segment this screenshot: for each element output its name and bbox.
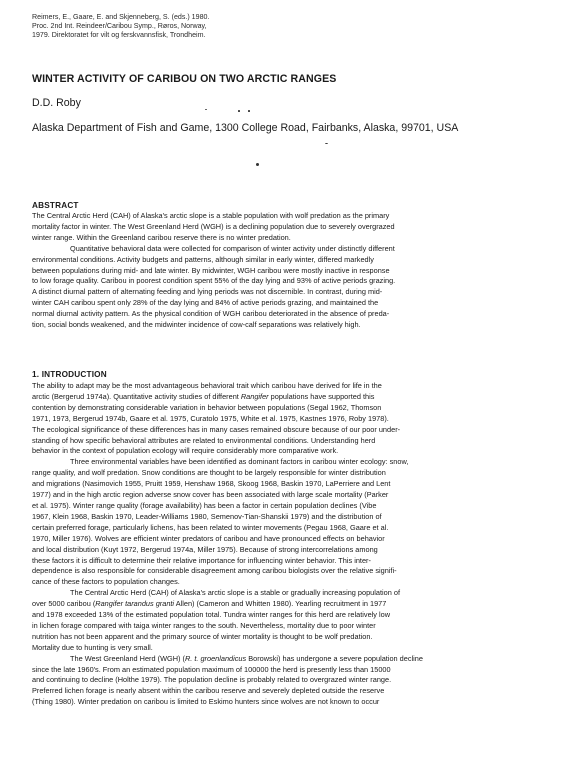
text-line: Preferred lichen forage is nearly absent within the caribou reserve and severely depleted outside the reserve <box>32 686 385 696</box>
citation-line: Proc. 2nd Int. Reindeer/Caribou Symp., Røros, Norway, <box>32 22 207 31</box>
text-line: between populations during mid- and late winter. By midwinter, WGH caribou were mostly inactive in response <box>32 265 390 275</box>
text-line <box>32 599 535 610</box>
text-run: arctic (Bergerud 1974a). Quantitative activity studies of different <box>32 391 241 401</box>
text-line: nutrition has not been apparent and the primary source of winter mortality is thought to be wolf predation. <box>32 631 373 641</box>
text-line: winter range. Within the Greenland caribou reserve there is no winter predation. <box>32 232 291 242</box>
text-line: cance of these factors to population changes. <box>32 577 180 587</box>
text-line: tion, social bonds weakened, and the midwinter incidence of cow-calf separations was relatively high. <box>32 320 361 330</box>
paper-title: WINTER ACTIVITY OF CARIBOU ON TWO ARCTIC RANGES <box>32 73 337 85</box>
abstract-body <box>32 211 535 331</box>
text-line: 1970, Miller 1976). Wolves are efficient winter predators of caribou and have pronounced effects on behavior <box>32 533 385 543</box>
text-line: to low forage quality. Caribou in poorest condition spent 55% of the day lying and 93% of active periods grazing. <box>32 276 396 286</box>
text-run: Borowski) has undergone a severe population decline <box>246 653 423 663</box>
text-line: in lichen forage compared with taiga winter ranges to the south. Nevertheless, mortality due to poor winter <box>32 620 376 630</box>
text-run: populations have supported this <box>268 391 375 401</box>
scan-speck <box>325 143 328 144</box>
citation-line: Reimers, E., Gaare, E. and Skjenneberg, S. (eds.) 1980. <box>32 13 210 21</box>
text-line: The ability to adapt may be the most advantageous behavioral trait which caribou have derived for life in the <box>32 381 382 390</box>
author-name: D.D. Roby <box>32 97 81 109</box>
text-line: winter CAH caribou spent only 28% of the day lying and 84% of active periods grazing, and maintained the <box>32 298 379 308</box>
text-line <box>32 392 535 403</box>
text-line: Quantitative behavioral data were collected for comparison of winter activity under distinctly different <box>70 243 395 253</box>
text-line: The Central Arctic Herd (CAH) of Alaska's arctic slope is a stable population with wolf predation as the primary <box>32 211 390 220</box>
text-line: (Thing 1980). Winter predation on caribou is limited to Eskimo hunters since wolves are not known to occur <box>32 697 380 707</box>
text-line <box>32 654 535 665</box>
text-line: behavior in the context of population ecology will require considerably more comparative work. <box>32 446 339 456</box>
intro-paragraph <box>32 588 535 653</box>
text-line: these factors it is difficult to determine their relative importance for influencing winter behavior. This inter- <box>32 555 371 565</box>
text-line: 1977) and in the high arctic region adverse snow cover has been associated with large scale mortality (Parker <box>32 490 389 500</box>
introduction-heading: 1. INTRODUCTION <box>32 370 107 379</box>
text-line: standing of how specific behavioral attributes are related to environmental conditions. Understanding herd <box>32 435 376 445</box>
intro-paragraph <box>32 457 535 588</box>
scan-speck <box>248 110 250 112</box>
abstract-paragraph <box>32 211 535 244</box>
text-line: et al. 1975). Winter range quality (forage availability) has been a factor in certain population declines (Vibe <box>32 500 377 510</box>
text-line: certain preferred forage, particularly lichens, has been related to winter movements (Pegau 1968, Gaare et al. <box>32 522 389 532</box>
intro-paragraph <box>32 381 535 457</box>
text-line: Mortality due to hunting is very small. <box>32 642 153 652</box>
text-line: normal diurnal activity pattern. As the physical condition of WGH caribou deteriorated in the absence of preda- <box>32 309 390 319</box>
text-line: and local distribution (Kuyt 1972, Bergerud 1974a, Miller 1975). Because of strong intercorrelations among <box>32 544 378 554</box>
scan-speck <box>256 163 259 166</box>
citation-block <box>32 13 452 41</box>
text-line: The Central Arctic Herd (CAH) of Alaska's arctic slope is a stable or gradually increasing population of <box>70 588 400 598</box>
scan-speck <box>205 109 207 110</box>
text-run: over 5000 caribou ( <box>32 599 96 609</box>
text-line: The ecological significance of these differences has in many cases remained obscure because of our poor under- <box>32 424 401 434</box>
text-line: contention by demonstrating considerable variation in behavior between populations (Segal 1962, Thomson <box>32 402 382 412</box>
text-line: 1971, 1973, Bergerud 1974b, Gaare et al. 1975, Curatolo 1975, White et al. 1975, Kastnes 1976, Roby 1978). <box>32 413 389 423</box>
text-line: environmental conditions. Activity budgets and patterns, although similar in early winter, differed markedly <box>32 254 374 264</box>
text-line: and 1978 exceeded 13% of the estimated population total. Tundra winter ranges for this herd are relatively low <box>32 610 391 620</box>
introduction-body <box>32 381 535 708</box>
text-line: since the late 1960's. From an estimated population maximum of 100000 the herd is presently less than 15000 <box>32 664 391 674</box>
abstract-paragraph <box>32 244 535 331</box>
text-line: dependence is also responsible for considerable disagreement among caribou biologists over the relative signifi- <box>32 566 397 576</box>
species-name: Rangifer <box>240 391 269 401</box>
text-line: and continuing to decline (Holthe 1979). The population decline is probably related to overgrazed winter range. <box>32 675 392 685</box>
species-name: Rangifer tarandus granti <box>95 599 175 609</box>
abstract-heading: ABSTRACT <box>32 201 79 210</box>
text-line: A distinct diurnal pattern of alternating feeding and lying periods was not discernible. In contrast, during mid- <box>32 287 383 297</box>
text-line: Three environmental variables have been identified as dominant factors in caribou winter ecology: snow, <box>70 457 409 467</box>
text-line: range quality, and wolf predation. Snow conditions are thought to be largely responsible for winter distribution <box>32 468 386 478</box>
intro-paragraph <box>32 654 535 709</box>
text-line: mortality factor in winter. The West Greenland Herd (WGH) is a declining population due to severely overgrazed <box>32 221 395 231</box>
text-line: and migrations (Nasimovich 1955, Pruitt 1959, Henshaw 1968, Skoog 1968, Baskin 1970, LaPerriere and Lent <box>32 479 391 489</box>
scan-speck <box>238 110 240 112</box>
species-name: R. t. groenlandicus <box>184 653 247 663</box>
text-run: The West Greenland Herd (WGH) ( <box>70 653 185 663</box>
text-line: 1967, Klein 1968, Baskin 1970, Leader-Williams 1980, Semenov-Tian-Shanskii 1979) and the distribution of <box>32 511 382 521</box>
text-run: Allen) (Cameron and Whitten 1980). Yearling recruitment in 1977 <box>174 599 387 609</box>
citation-line: 1979. Direktoratet for vilt og ferskvannsfisk, Trondheim. <box>32 31 206 40</box>
author-affiliation: Alaska Department of Fish and Game, 1300 College Road, Fairbanks, Alaska, 99701, USA <box>32 122 459 134</box>
